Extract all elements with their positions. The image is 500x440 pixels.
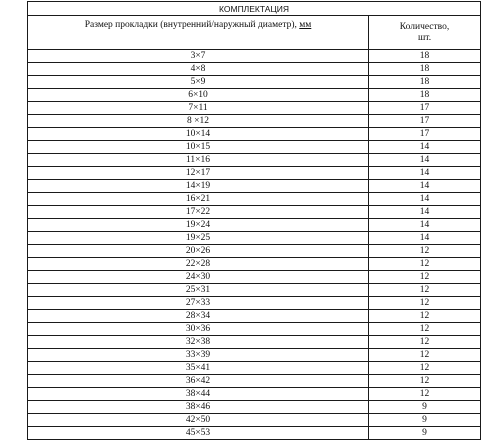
table-row (28, 401, 481, 414)
size-header-unit: мм (299, 20, 312, 30)
table-row (28, 128, 481, 141)
gasket-size-cell: 19×25 (28, 232, 369, 245)
table-row (28, 245, 481, 258)
quantity-cell: 17 (369, 102, 481, 115)
table-row (28, 167, 481, 180)
table-row (28, 323, 481, 336)
quantity-cell: 12 (369, 336, 481, 349)
quantity-cell: 17 (369, 128, 481, 141)
table-row (28, 388, 481, 401)
qty-header-line1: Количество, (399, 21, 450, 32)
gasket-size-cell: 7×11 (28, 102, 369, 115)
table-row (28, 258, 481, 271)
gasket-size-cell: 4×8 (28, 63, 369, 76)
quantity-cell: 14 (369, 219, 481, 232)
gasket-size-cell: 10×15 (28, 141, 369, 154)
gasket-size-cell: 17×22 (28, 206, 369, 219)
quantity-cell: 12 (369, 258, 481, 271)
quantity-cell: 14 (369, 180, 481, 193)
gasket-size-cell: 22×28 (28, 258, 369, 271)
table-body (28, 50, 481, 440)
gasket-size-cell: 25×31 (28, 284, 369, 297)
gasket-size-cell: 6×10 (28, 89, 369, 102)
table-row (28, 310, 481, 323)
gasket-size-cell: 5×9 (28, 76, 369, 89)
quantity-cell: 12 (369, 284, 481, 297)
table-row (28, 102, 481, 115)
gasket-size-cell: 3×7 (28, 50, 369, 63)
table-row (28, 232, 481, 245)
gasket-size-cell: 42×50 (28, 414, 369, 427)
table-row (28, 297, 481, 310)
gasket-size-cell: 24×30 (28, 271, 369, 284)
quantity-cell: 12 (369, 375, 481, 388)
table-row (28, 349, 481, 362)
gasket-size-cell: 10×14 (28, 128, 369, 141)
table-row (28, 336, 481, 349)
quantity-cell: 12 (369, 245, 481, 258)
quantity-cell: 12 (369, 310, 481, 323)
gasket-size-cell: 16×21 (28, 193, 369, 206)
table-header-row (28, 16, 481, 50)
gasket-size-cell: 20×26 (28, 245, 369, 258)
gasket-size-cell: 36×42 (28, 375, 369, 388)
quantity-cell: 18 (369, 89, 481, 102)
contents-table (27, 1, 481, 440)
quantity-cell: 17 (369, 115, 481, 128)
quantity-cell: 9 (369, 401, 481, 414)
table-row (28, 141, 481, 154)
gasket-size-cell: 11×16 (28, 154, 369, 167)
table-row (28, 284, 481, 297)
gasket-size-cell: 30×36 (28, 323, 369, 336)
table-row (28, 180, 481, 193)
table-title: КОМПЛЕКТАЦИЯ (28, 2, 481, 16)
gasket-size-cell: 38×44 (28, 388, 369, 401)
size-column-header (28, 16, 369, 50)
quantity-cell: 12 (369, 362, 481, 375)
table-row (28, 362, 481, 375)
quantity-cell: 18 (369, 50, 481, 63)
table-row (28, 154, 481, 167)
table-row (28, 206, 481, 219)
gasket-size-cell: 33×39 (28, 349, 369, 362)
gasket-size-cell: 35×41 (28, 362, 369, 375)
table-row (28, 271, 481, 284)
quantity-cell: 14 (369, 167, 481, 180)
table-row (28, 89, 481, 102)
quantity-cell: 12 (369, 323, 481, 336)
table-row (28, 63, 481, 76)
gasket-size-cell: 32×38 (28, 336, 369, 349)
quantity-cell: 12 (369, 297, 481, 310)
quantity-cell: 12 (369, 271, 481, 284)
gasket-size-cell: 19×24 (28, 219, 369, 232)
gasket-size-cell: 12×17 (28, 167, 369, 180)
quantity-cell: 12 (369, 388, 481, 401)
table-row (28, 414, 481, 427)
gasket-size-cell: 38×46 (28, 401, 369, 414)
qty-header-line2: шт. (417, 32, 432, 43)
quantity-cell: 9 (369, 427, 481, 440)
table-row (28, 193, 481, 206)
quantity-cell: 14 (369, 193, 481, 206)
quantity-cell: 18 (369, 76, 481, 89)
table-row (28, 219, 481, 232)
gasket-size-cell: 28×34 (28, 310, 369, 323)
gasket-size-cell: 27×33 (28, 297, 369, 310)
gasket-size-cell: 45×53 (28, 427, 369, 440)
gasket-size-cell: 8 ×12 (28, 115, 369, 128)
quantity-cell: 12 (369, 349, 481, 362)
quantity-cell: 14 (369, 206, 481, 219)
table-row (28, 115, 481, 128)
quantity-cell: 14 (369, 141, 481, 154)
table-row (28, 76, 481, 89)
quantity-cell: 9 (369, 414, 481, 427)
table-row (28, 427, 481, 440)
gasket-size-cell: 14×19 (28, 180, 369, 193)
size-header-text: Размер прокладки (внутренний/наружный диаметр), (84, 20, 300, 30)
table-row (28, 50, 481, 63)
table-title-row (28, 2, 481, 16)
table-row (28, 375, 481, 388)
quantity-cell: 14 (369, 232, 481, 245)
quantity-cell: 14 (369, 154, 481, 167)
qty-column-header (369, 16, 481, 50)
quantity-cell: 18 (369, 63, 481, 76)
